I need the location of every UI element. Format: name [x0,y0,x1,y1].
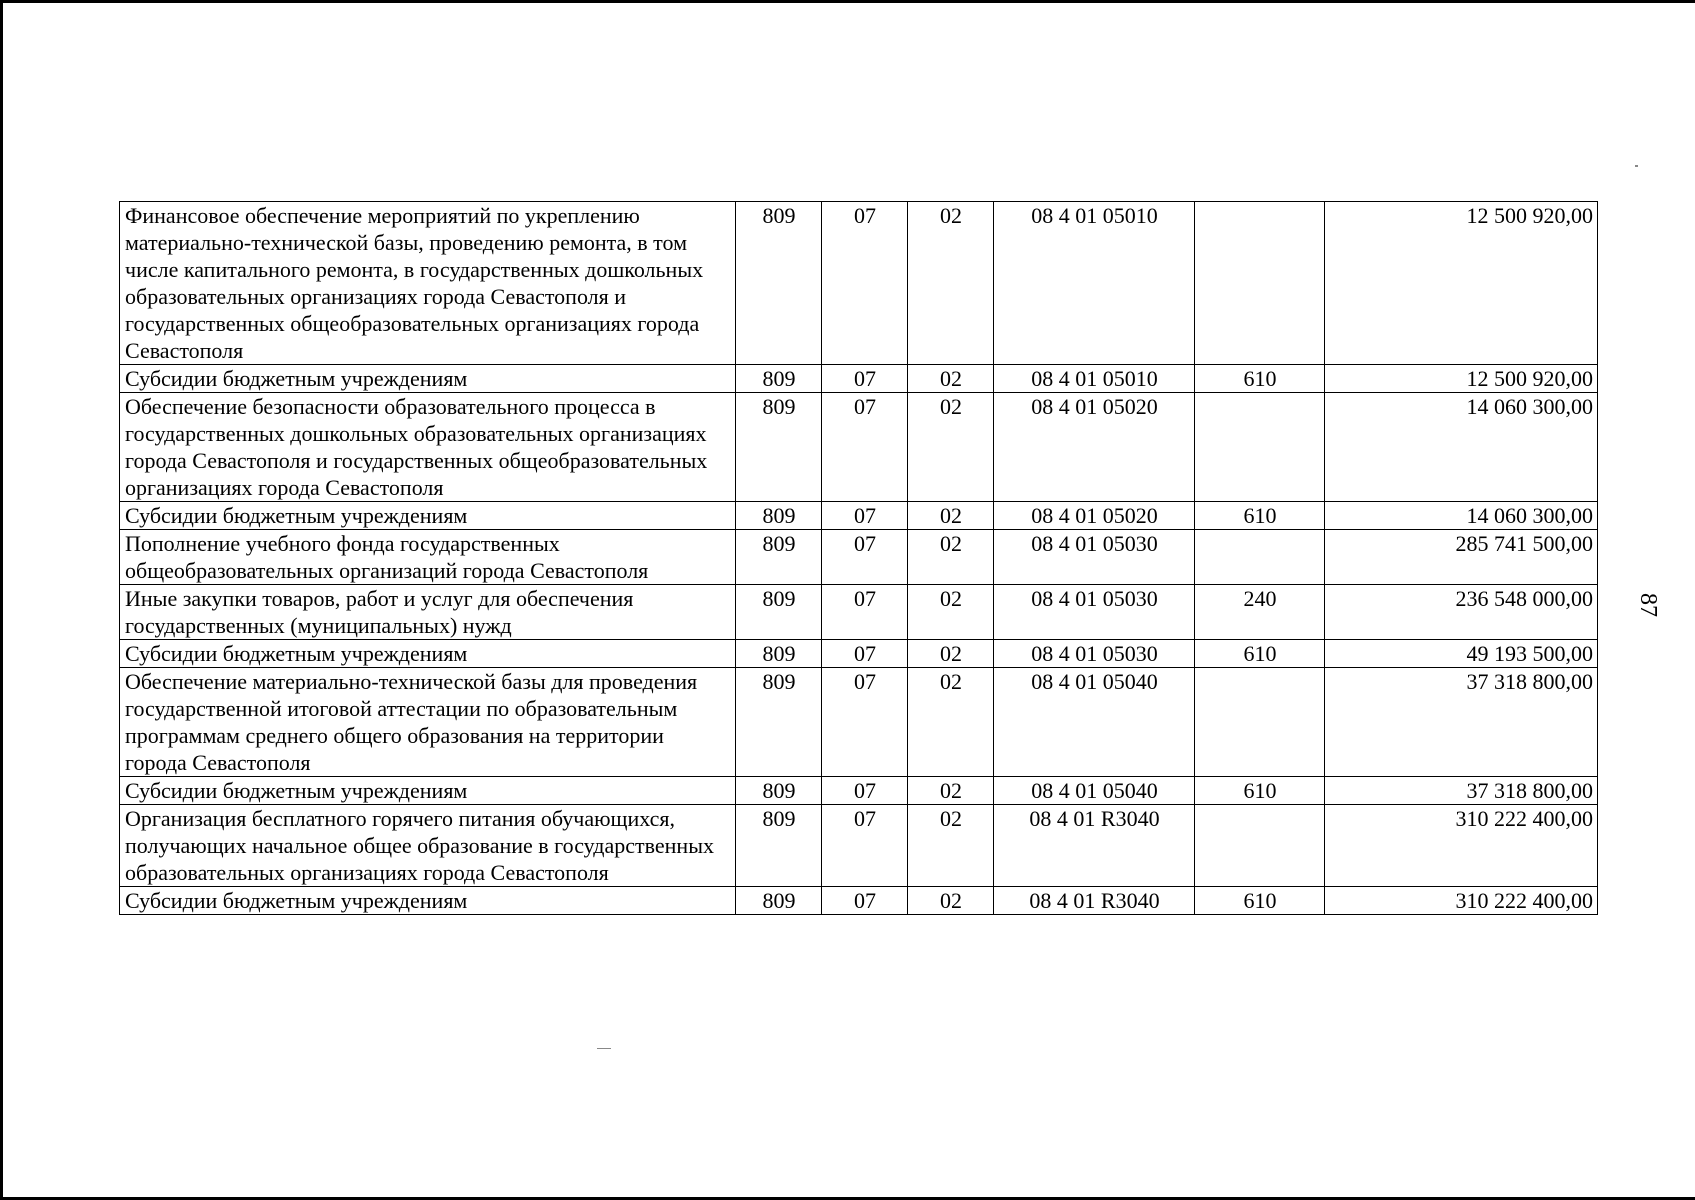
table-row [120,777,1598,805]
row-sum: 12 500 920,00 [1325,202,1598,365]
row-sum: 310 222 400,00 [1325,887,1598,915]
row-csr: 08 4 01 R3040 [994,805,1195,887]
row-ved: 809 [736,640,822,668]
row-vr: 610 [1195,502,1325,530]
row-sum: 37 318 800,00 [1325,777,1598,805]
row-rz: 07 [822,202,908,365]
table-row [120,530,1598,585]
row-pr: 02 [908,202,994,365]
row-vr [1195,668,1325,777]
row-csr: 08 4 01 05010 [994,202,1195,365]
row-vr [1195,202,1325,365]
row-csr: 08 4 01 05040 [994,668,1195,777]
row-vr [1195,805,1325,887]
row-ved: 809 [736,805,822,887]
row-pr: 02 [908,393,994,502]
row-rz: 07 [822,887,908,915]
row-ved: 809 [736,887,822,915]
row-vr: 610 [1195,365,1325,393]
row-csr: 08 4 01 05040 [994,777,1195,805]
row-vr: 240 [1195,585,1325,640]
row-pr: 02 [908,887,994,915]
row-sum: 14 060 300,00 [1325,502,1598,530]
row-vr [1195,530,1325,585]
row-ved: 809 [736,365,822,393]
row-rz: 07 [822,805,908,887]
row-name: Субсидии бюджетным учреждениям [120,365,736,393]
row-ved: 809 [736,777,822,805]
row-name: Иные закупки товаров, работ и услуг для обеспечения государственных (муниципальных) нужд [120,585,736,640]
row-csr: 08 4 01 R3040 [994,887,1195,915]
row-rz: 07 [822,530,908,585]
row-vr: 610 [1195,887,1325,915]
row-sum: 310 222 400,00 [1325,805,1598,887]
scan-edge-left [0,0,3,1200]
table-row [120,668,1598,777]
scan-edge-top [0,0,1695,3]
row-rz: 07 [822,668,908,777]
row-ved: 809 [736,585,822,640]
row-sum: 236 548 000,00 [1325,585,1598,640]
scan-speck [1635,165,1638,167]
row-rz: 07 [822,365,908,393]
row-name: Субсидии бюджетным учреждениям [120,777,736,805]
row-pr: 02 [908,585,994,640]
row-pr: 02 [908,365,994,393]
scan-speck [597,1048,611,1049]
row-vr: 610 [1195,777,1325,805]
row-ved: 809 [736,393,822,502]
row-pr: 02 [908,777,994,805]
row-name: Организация бесплатного горячего питания обучающихся, получающих начальное общее образование в государственных образовательных организациях города Севастополя [120,805,736,887]
row-rz: 07 [822,640,908,668]
row-csr: 08 4 01 05020 [994,502,1195,530]
row-ved: 809 [736,502,822,530]
row-sum: 14 060 300,00 [1325,393,1598,502]
page-number: 87 [1635,593,1661,617]
row-csr: 08 4 01 05010 [994,365,1195,393]
row-sum: 12 500 920,00 [1325,365,1598,393]
row-csr: 08 4 01 05030 [994,585,1195,640]
row-csr: 08 4 01 05030 [994,640,1195,668]
row-pr: 02 [908,502,994,530]
row-name: Субсидии бюджетным учреждениям [120,502,736,530]
row-name: Субсидии бюджетным учреждениям [120,640,736,668]
row-rz: 07 [822,777,908,805]
row-sum: 37 318 800,00 [1325,668,1598,777]
row-rz: 07 [822,393,908,502]
row-pr: 02 [908,640,994,668]
row-rz: 07 [822,585,908,640]
row-sum: 49 193 500,00 [1325,640,1598,668]
row-csr: 08 4 01 05020 [994,393,1195,502]
table-row [120,585,1598,640]
row-vr [1195,393,1325,502]
row-pr: 02 [908,805,994,887]
table-row [120,502,1598,530]
table-row [120,887,1598,915]
table-row [120,640,1598,668]
row-name: Пополнение учебного фонда государственных общеобразовательных организаций города Севастополя [120,530,736,585]
row-name: Финансовое обеспечение мероприятий по укреплению материально-технической базы, проведению ремонта, в том числе капитального ремонта, в государственных дошкольных образовательных организациях города Севастополя и государственных общеобразовательных организациях города Севастополя [120,202,736,365]
row-name: Обеспечение безопасности образовательного процесса в государственных дошкольных образовательных организациях города Севастополя и государственных общеобразовательных организациях города Севастополя [120,393,736,502]
table-row [120,805,1598,887]
row-name: Субсидии бюджетным учреждениям [120,887,736,915]
row-name: Обеспечение материально-технической базы для проведения государственной итоговой аттестации по образовательным программам среднего общего образования на территории города Севастополя [120,668,736,777]
row-sum: 285 741 500,00 [1325,530,1598,585]
table-row [120,393,1598,502]
budget-table [119,201,1598,915]
row-csr: 08 4 01 05030 [994,530,1195,585]
row-vr: 610 [1195,640,1325,668]
row-pr: 02 [908,530,994,585]
row-ved: 809 [736,530,822,585]
row-rz: 07 [822,502,908,530]
row-pr: 02 [908,668,994,777]
row-ved: 809 [736,202,822,365]
table-row [120,365,1598,393]
table-row [120,202,1598,365]
row-ved: 809 [736,668,822,777]
